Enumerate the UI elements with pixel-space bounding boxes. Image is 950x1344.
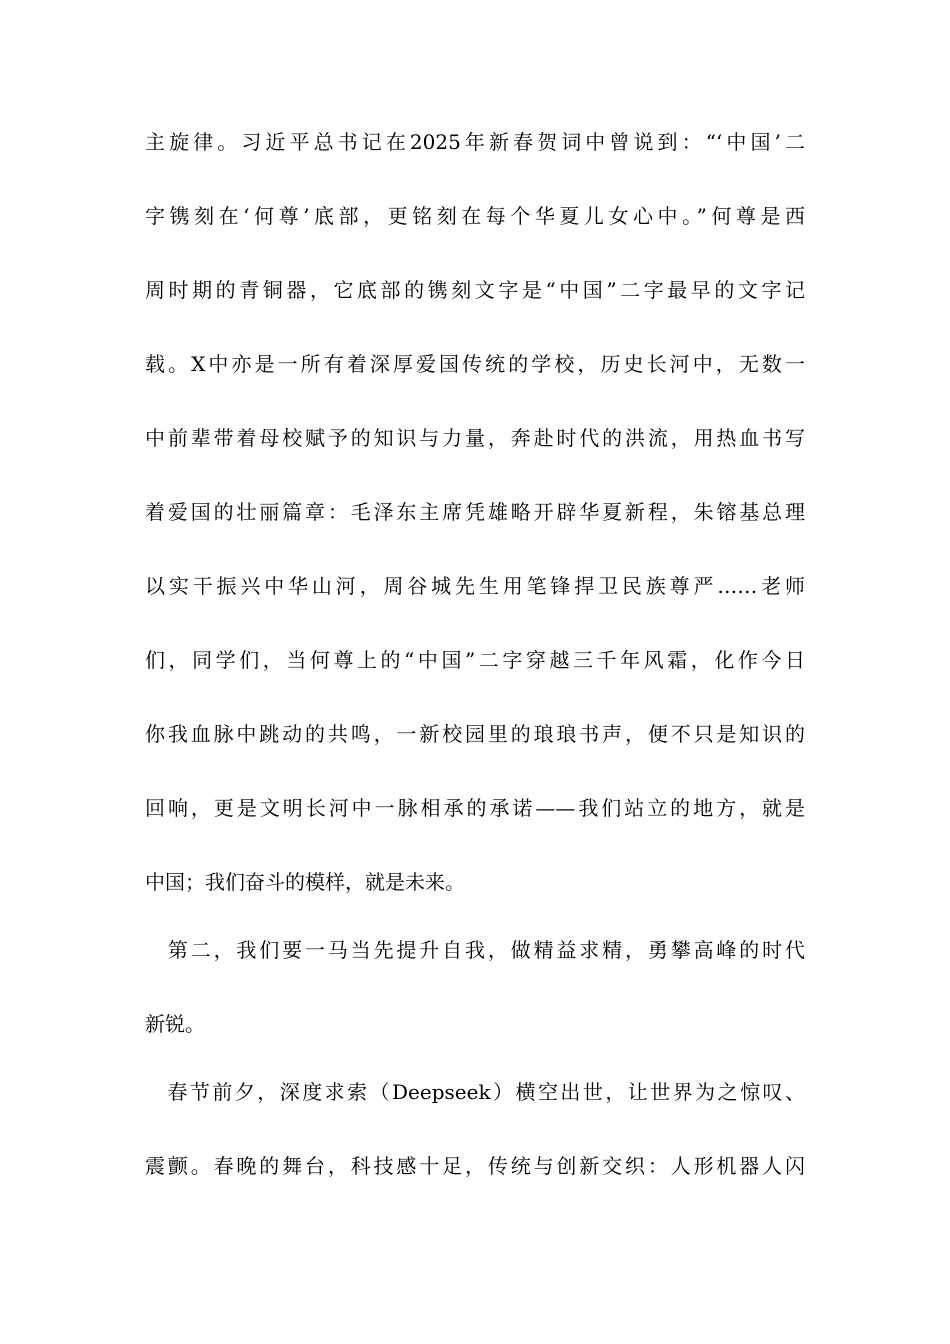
paragraph-3-line-1: 春节前夕，深度求索（Deepseek）横空出世，让世界为之惊叹、 bbox=[145, 1080, 805, 1104]
paragraph-3-line-2: 震颤。春晚的舞台，科技感十足，传统与创新交织：人形机器人闪 bbox=[145, 1154, 805, 1178]
paragraph-1-line-8: 们，同学们，当何尊上的“中国”二字穿越三千年风霜，化作今日 bbox=[145, 648, 805, 672]
paragraph-1-line-3: 周时期的青铜器，它底部的镌刻文字是“中国”二字最早的文字记 bbox=[145, 278, 805, 302]
paragraph-1-line-1: 主旋律。习近平总书记在2025年新春贺词中曾说到：“‘中国’二 bbox=[145, 130, 805, 154]
paragraph-1-line-9: 你我血脉中跳动的共鸣，一新校园里的琅琅书声，便不只是知识的 bbox=[145, 722, 805, 746]
paragraph-2-line-2: 新锐。 bbox=[145, 1012, 205, 1036]
paragraph-2-line-1: 第二，我们要一马当先提升自我，做精益求精，勇攀高峰的时代 bbox=[145, 938, 805, 962]
paragraph-1-line-5: 中前辈带着母校赋予的知识与力量，奔赴时代的洪流，用热血书写 bbox=[145, 426, 805, 450]
paragraph-1-line-11: 中国；我们奋斗的模样，就是未来。 bbox=[145, 870, 465, 894]
paragraph-1-line-6: 着爱国的壮丽篇章：毛泽东主席凭雄略开辟华夏新程，朱镕基总理 bbox=[145, 500, 805, 524]
paragraph-1-line-7: 以实干振兴中华山河，周谷城先生用笔锋捍卫民族尊严……老师 bbox=[145, 574, 805, 598]
paragraph-1-line-10: 回响，更是文明长河中一脉相承的承诺——我们站立的地方，就是 bbox=[145, 796, 805, 820]
paragraph-1-line-4: 载。X中亦是一所有着深厚爱国传统的学校，历史长河中，无数一 bbox=[145, 352, 805, 376]
paragraph-1-line-2: 字镌刻在‘何尊’底部，更铭刻在每个华夏儿女心中。”何尊是西 bbox=[145, 204, 805, 228]
